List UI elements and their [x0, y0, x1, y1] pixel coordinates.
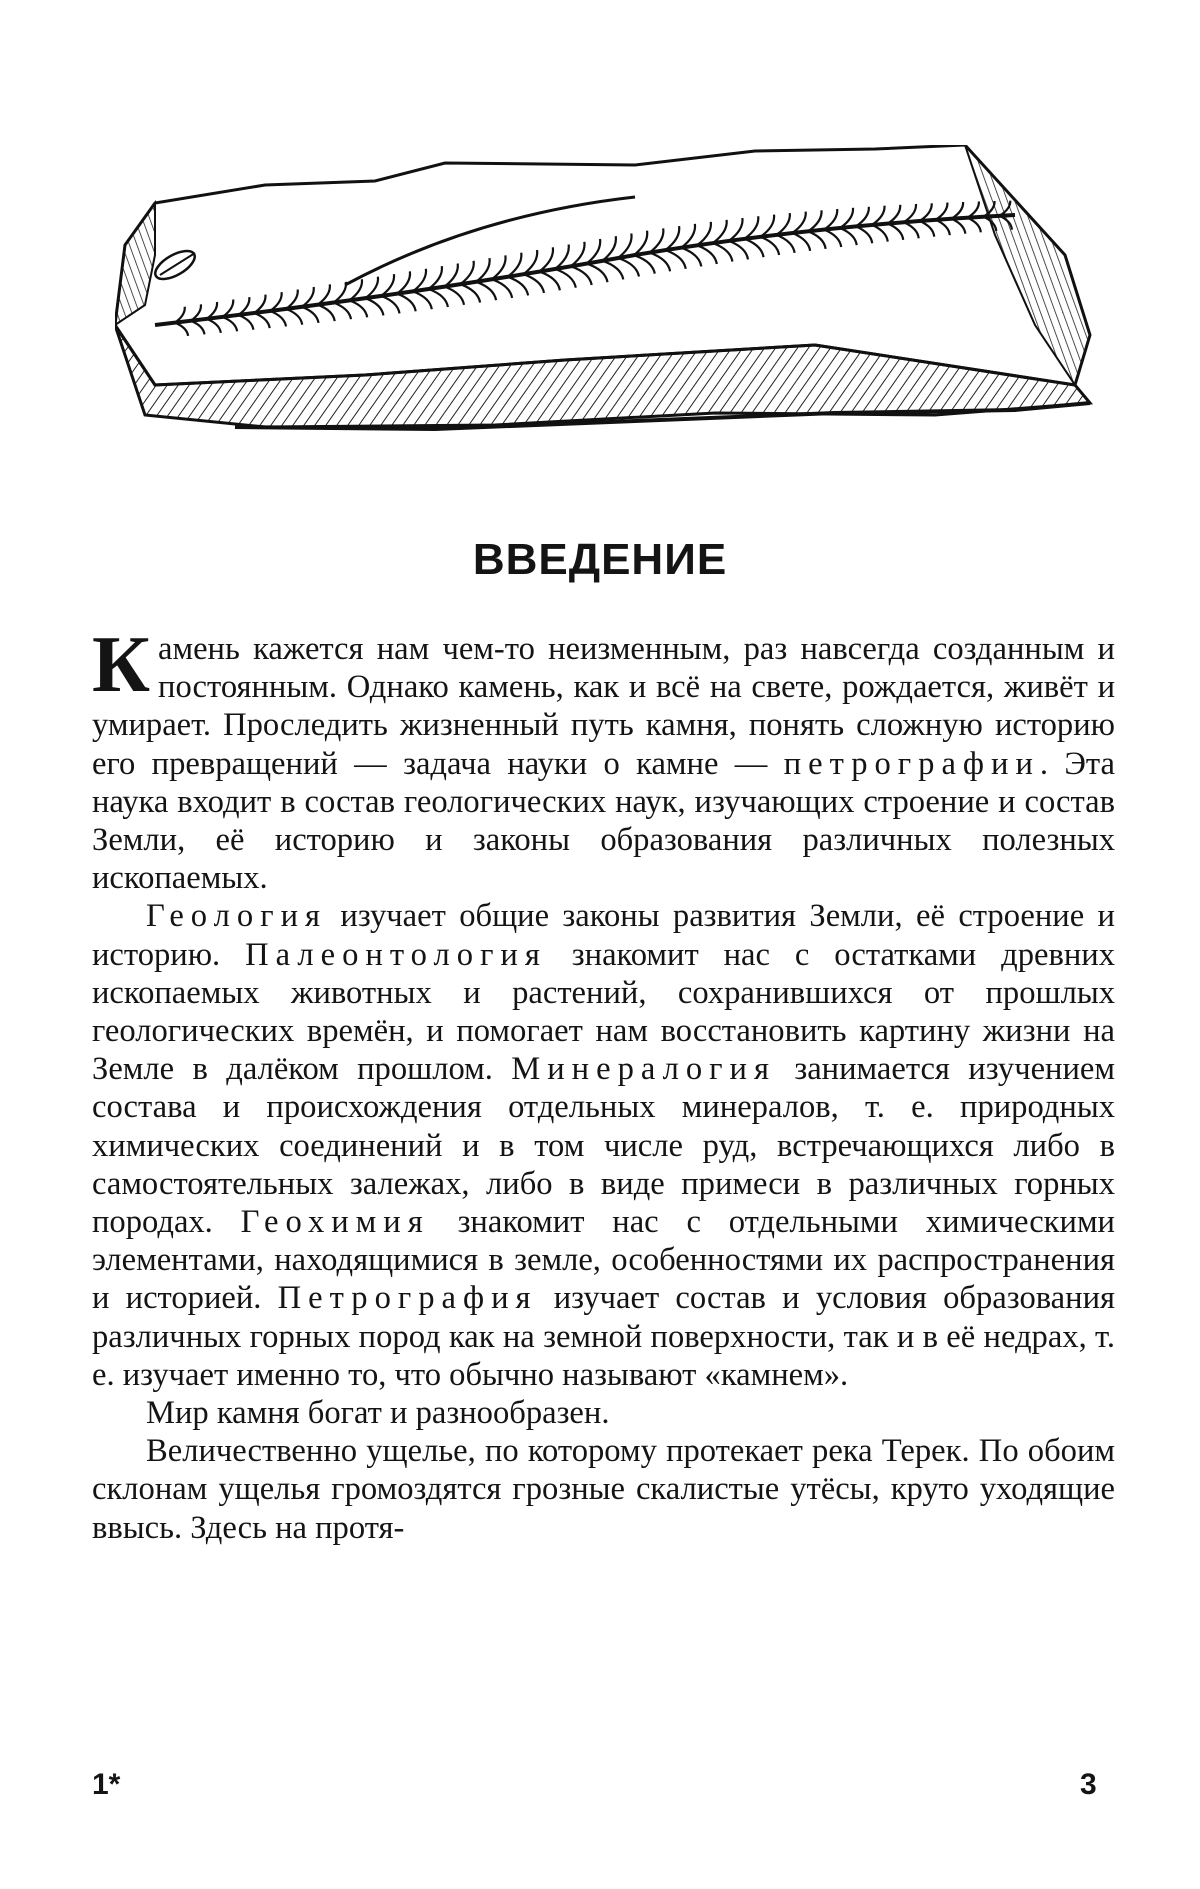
term-petrography: петрографии: [783, 745, 1040, 782]
text-run: занимается изучением состава и происхождения отдельных минералов, т. е. природных химических соединений и в том числе руд, встречающихся либо в самостоятельных залежах, либо в виде примеси в различных горных породах.: [92, 1051, 1115, 1241]
term-paleontology: Палеонтология: [245, 936, 547, 973]
text-run: изучает общие законы развития Земли, её строение и историю.: [92, 898, 1115, 973]
text-run: . Эта наука входит в состав геологических наук, изучающих строение и состав Земли, её историю и законы образования различных полезных ископаемых.: [92, 745, 1116, 897]
term-mineralogy: Минералогия: [511, 1051, 776, 1088]
text-run: изучает состав и условия образования различных горных пород как на земной поверхности, так и в её недрах, т. е. изучает именно то, что обычно называют «камнем».: [92, 1280, 1115, 1393]
text-run: знакомит нас с отдельными химическими элементами, находящимися в земле, особенностями их распространения и историей.: [92, 1204, 1115, 1317]
term-geology: Геология: [146, 898, 327, 935]
fossil-fern-illustration: [115, 145, 1105, 445]
paragraph-3: Мир камня богат и разнообразен.: [146, 1395, 610, 1432]
signature-mark: 1*: [92, 1768, 121, 1801]
text-run: амень кажется нам чем-то неизменным, раз навсегда созданным и постоянным. Однако камень, как и всё на свете, рождается, живёт и умирает. Проследить жизненный путь камня, понять сложную историю его превращений — задача науки о камне —: [92, 631, 1115, 782]
drop-cap: К: [92, 621, 151, 709]
paragraph-1: [92, 621, 1116, 897]
term-geochemistry: Геохимия: [240, 1204, 430, 1241]
page-title: ВВЕДЕНИЕ: [472, 535, 728, 584]
page-number: 3: [1080, 1768, 1097, 1801]
term-petrography-2: Петрография: [277, 1280, 538, 1317]
paragraph-4: Величественно ущелье, по которому протекает река Терек. По обоим склонам ущелья громоздятся грозные скалистые утёсы, круто уходящие ввысь. Здесь на протя-: [92, 1433, 1115, 1546]
body-text: [92, 621, 1116, 1547]
text-run: знакомит нас с остатками древних ископаемых животных и растений, сохранившихся от прошлых геологических времён, и помогает нам восстановить картину жизни на Земле в далёком прошлом.: [92, 936, 1116, 1088]
paragraph-2: [92, 897, 1115, 1394]
